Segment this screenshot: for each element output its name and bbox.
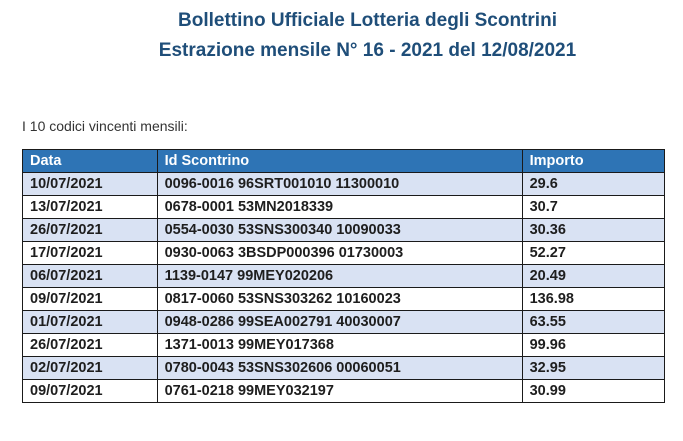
cell-date: 06/07/2021 (23, 265, 158, 288)
cell-date: 26/07/2021 (23, 219, 158, 242)
cell-receipt-id: 0780-0043 53SNS302606 00060051 (157, 357, 522, 380)
cell-date: 09/07/2021 (23, 288, 158, 311)
table-row (23, 219, 665, 242)
table-row (23, 357, 665, 380)
column-header-amount: Importo (522, 150, 664, 173)
cell-amount: 30.36 (522, 219, 664, 242)
cell-date: 01/07/2021 (23, 311, 158, 334)
title-line-1: Bollettino Ufficiale Lotteria degli Scontrini (178, 10, 557, 31)
document-title (0, 6, 683, 66)
cell-date: 17/07/2021 (23, 242, 158, 265)
table-row (23, 265, 665, 288)
cell-amount: 32.95 (522, 357, 664, 380)
cell-date: 09/07/2021 (23, 380, 158, 403)
table-row (23, 334, 665, 357)
cell-amount: 29.6 (522, 173, 664, 196)
cell-amount: 136.98 (522, 288, 664, 311)
cell-amount: 30.99 (522, 380, 664, 403)
cell-receipt-id: 0096-0016 96SRT001010 11300010 (157, 173, 522, 196)
cell-date: 26/07/2021 (23, 334, 158, 357)
table-row (23, 196, 665, 219)
table-row (23, 173, 665, 196)
table-row (23, 288, 665, 311)
cell-receipt-id: 0817-0060 53SNS303262 10160023 (157, 288, 522, 311)
title-line-2: Estrazione mensile N° 16 - 2021 del 12/08/2021 (158, 40, 577, 61)
cell-date: 02/07/2021 (23, 357, 158, 380)
cell-date: 13/07/2021 (23, 196, 158, 219)
column-header-receipt-id: Id Scontrino (157, 150, 522, 173)
cell-amount: 99.96 (522, 334, 664, 357)
cell-receipt-id: 1371-0013 99MEY017368 (157, 334, 522, 357)
cell-receipt-id: 0930-0063 3BSDP000396 01730003 (157, 242, 522, 265)
cell-receipt-id: 0678-0001 53MN2018339 (157, 196, 522, 219)
winning-codes-table (22, 149, 665, 403)
intro-text: I 10 codici vincenti mensili: (22, 118, 188, 134)
cell-receipt-id: 0761-0218 99MEY032197 (157, 380, 522, 403)
table-header-row (23, 150, 665, 173)
cell-amount: 63.55 (522, 311, 664, 334)
cell-date: 10/07/2021 (23, 173, 158, 196)
cell-receipt-id: 0948-0286 99SEA002791 40030007 (157, 311, 522, 334)
table-row (23, 311, 665, 334)
column-header-date: Data (23, 150, 158, 173)
table-row (23, 242, 665, 265)
cell-receipt-id: 1139-0147 99MEY020206 (157, 265, 522, 288)
cell-amount: 20.49 (522, 265, 664, 288)
table-row (23, 380, 665, 403)
cell-amount: 52.27 (522, 242, 664, 265)
cell-receipt-id: 0554-0030 53SNS300340 10090033 (157, 219, 522, 242)
cell-amount: 30.7 (522, 196, 664, 219)
